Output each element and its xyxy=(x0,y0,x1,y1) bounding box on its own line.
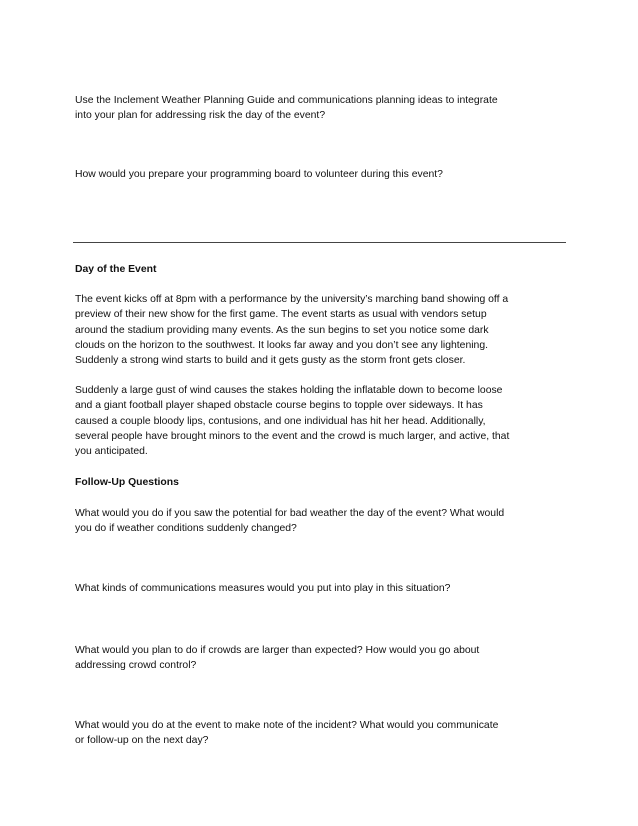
question-programming-board: How would you prepare your programming board to volunteer during this event? xyxy=(75,169,443,180)
section-heading-follow-up: Follow-Up Questions xyxy=(75,477,179,488)
follow-up-question-3: What would you plan to do if crowds are larger than expected? How would you go about addressing crowd control? xyxy=(75,645,480,672)
question-inclement-weather: Use the Inclement Weather Planning Guide and communications planning ideas to integrate into your plan for addressing risk the day of the event? xyxy=(75,95,498,122)
section-heading-day-of-event: Day of the Event xyxy=(75,264,157,275)
section-divider xyxy=(73,242,566,243)
follow-up-question-1: What would you do if you saw the potential for bad weather the day of the event? What would you do if weather conditions suddenly changed? xyxy=(75,508,505,535)
event-paragraph-2: Suddenly a large gust of wind causes the stakes holding the inflatable down to become loose and a giant football player shaped obstacle course begins to topple over sideways. It has caused a couple bloody lips, contusions, and one individual has hit her head. Additionally, several people have brought minors to the event and the crowd is much larger, and active, that you anticipated. xyxy=(75,385,510,458)
event-paragraph-1: The event kicks off at 8pm with a performance by the university’s marching band showing off a preview of their new show for the first game. The event starts as usual with vendors setup around the stadium providing many events. As the sun begins to set you notice some dark clouds on the horizon to the southwest. It looks far away and you don’t see any lightening. Suddenly a strong wind starts to build and it gets gusty as the storm front gets closer. xyxy=(75,294,509,367)
follow-up-question-2: What kinds of communications measures would you put into play in this situation? xyxy=(75,583,451,594)
follow-up-question-4: What would you do at the event to make note of the incident? What would you communicate or follow-up on the next day? xyxy=(75,720,499,747)
